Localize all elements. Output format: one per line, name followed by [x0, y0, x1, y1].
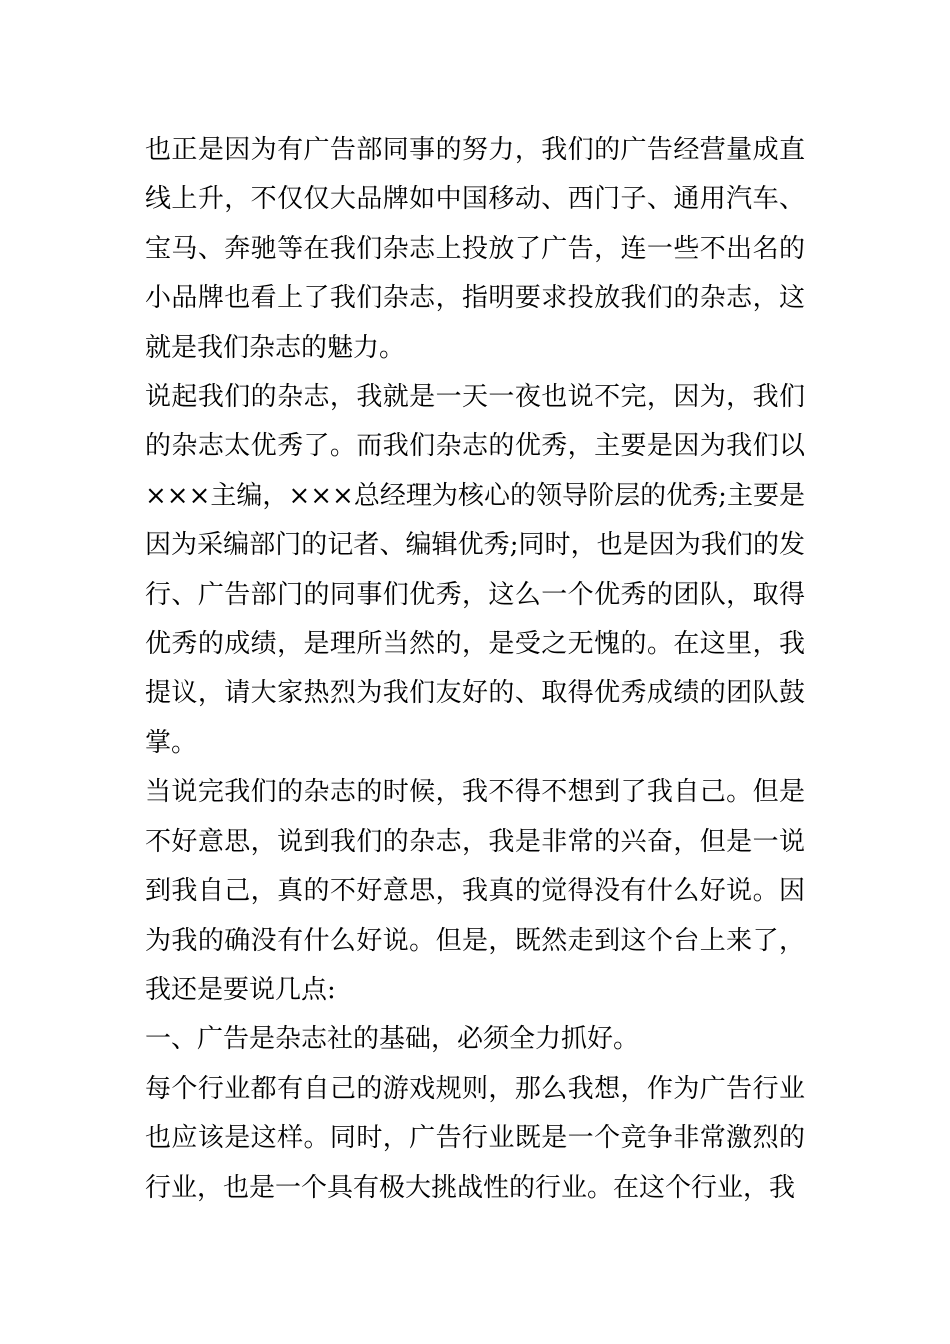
- paragraph-point-one-heading: 一、广告是杂志社的基础，必须全力抓好。: [145, 1024, 640, 1055]
- paragraph-industry-rules: 每个行业都有自己的游戏规则，那么我想，作为广告行业也应该是这样。同时，广告行业既是一个竞争非常激烈的行业，也是一个具有极大挑战性的行业。在这个行业，我: [145, 1073, 805, 1203]
- paragraph-about-myself: 当说完我们的杂志的时候，我不得不想到了我自己。但是不好意思，说到我们的杂志，我是非常的兴奋，但是一说到我自己，真的不好意思，我真的觉得没有什么好说。因为我的确没有什么好说。但是，既然走到这个台上来了，我还是要说几点:: [145, 777, 805, 1005]
- document-body: [145, 126, 805, 1213]
- paragraph-ad-growth: 也正是因为有广告部同事的努力，我们的广告经营量成直线上升，不仅仅大品牌如中国移动、西门子、通用汽车、宝马、奔驰等在我们杂志上投放了广告，连一些不出名的小品牌也看上了我们杂志，指明要求投放我们的杂志，这就是我们杂志的魅力。: [145, 135, 805, 363]
- paragraph-magazine-team: 说起我们的杂志，我就是一天一夜也说不完，因为，我们的杂志太优秀了。而我们杂志的优秀，主要是因为我们以×××主编，×××总经理为核心的领导阶层的优秀;主要是因为采编部门的记者、编辑优秀;同时，也是因为我们的发行、广告部门的同事们优秀，这么一个优秀的团队，取得优秀的成绩，是理所当然的，是受之无愧的。在这里，我提议，请大家热烈为我们友好的、取得优秀成绩的团队鼓掌。: [145, 382, 805, 758]
